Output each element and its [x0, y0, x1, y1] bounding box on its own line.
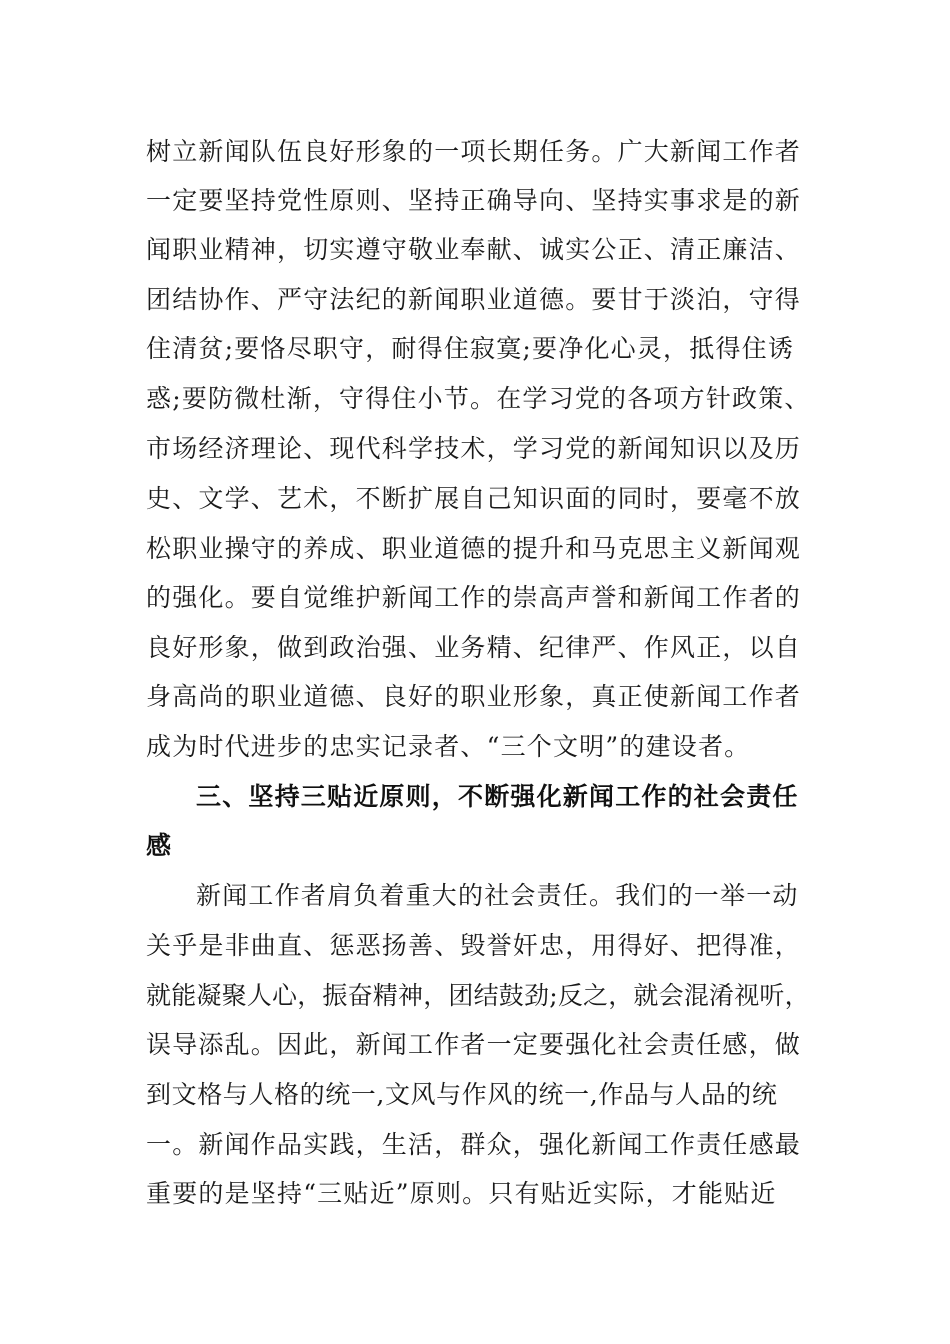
section-heading: 三、坚持三贴近原则，不断强化新闻工作的社会责任 [196, 782, 799, 811]
paragraph1-line: 松职业操守的养成、职业道德的提升和马克思主义新闻观 [146, 534, 802, 563]
paragraph1-line: 住清贫;要恪尽职守，耐得住寂寞;要净化心灵，抵得住诱 [146, 334, 795, 363]
paragraph1-line: 的强化。要自觉维护新闻工作的崇高声誉和新闻工作者的 [146, 583, 802, 612]
paragraph1-line: 身高尚的职业道德、良好的职业形象，真正使新闻工作者 [146, 682, 802, 711]
paragraph1-line: 一定要坚持党性原则、坚持正确导向、坚持实事求是的新 [146, 186, 802, 215]
paragraph1-line: 良好形象，做到政治强、业务精、纪律严、作风正，以自 [146, 633, 802, 662]
section-heading: 感 [146, 831, 173, 860]
paragraph1-line: 团结协作、严守法纪的新闻职业道德。要甘于淡泊，守得 [146, 285, 802, 314]
paragraph1-line: 惑;要防微杜渐，守得住小节。在学习党的各项方针政策、 [146, 384, 811, 413]
paragraph2-line: 就能凝聚人心，振奋精神，团结鼓劲;反之，就会混淆视听， [146, 981, 810, 1010]
paragraph1-line: 闻职业精神，切实遵守敬业奉献、诚实公正、清正廉洁、 [146, 235, 802, 264]
paragraph1-line: 树立新闻队伍良好形象的一项长期任务。广大新闻工作者 [146, 137, 802, 166]
paragraph2-line: 到文格与人格的统一,文风与作风的统一,作品与人品的统 [146, 1080, 778, 1109]
paragraph2-line: 新闻工作者肩负着重大的社会责任。我们的一举一动 [196, 881, 799, 910]
paragraph2-line: 误导添乱。因此，新闻工作者一定要强化社会责任感，做 [146, 1030, 802, 1059]
paragraph1-line: 市场经济理论、现代科学技术，学习党的新闻知识以及历 [146, 434, 802, 463]
paragraph1-line: 成为时代进步的忠实记录者、“三个文明”的建设者。 [146, 732, 751, 761]
paragraph1-line: 史、文学、艺术，不断扩展自己知识面的同时，要毫不放 [146, 484, 802, 513]
paragraph2-line: 关乎是非曲直、惩恶扬善、毁誉奸忠，用得好、把得准， [146, 931, 802, 960]
paragraph2-line: 一。新闻作品实践，生活，群众，强化新闻工作责任感最 [146, 1130, 802, 1159]
paragraph2-line: 重要的是坚持“三贴近”原则。只有贴近实际，才能贴近 [146, 1179, 777, 1208]
